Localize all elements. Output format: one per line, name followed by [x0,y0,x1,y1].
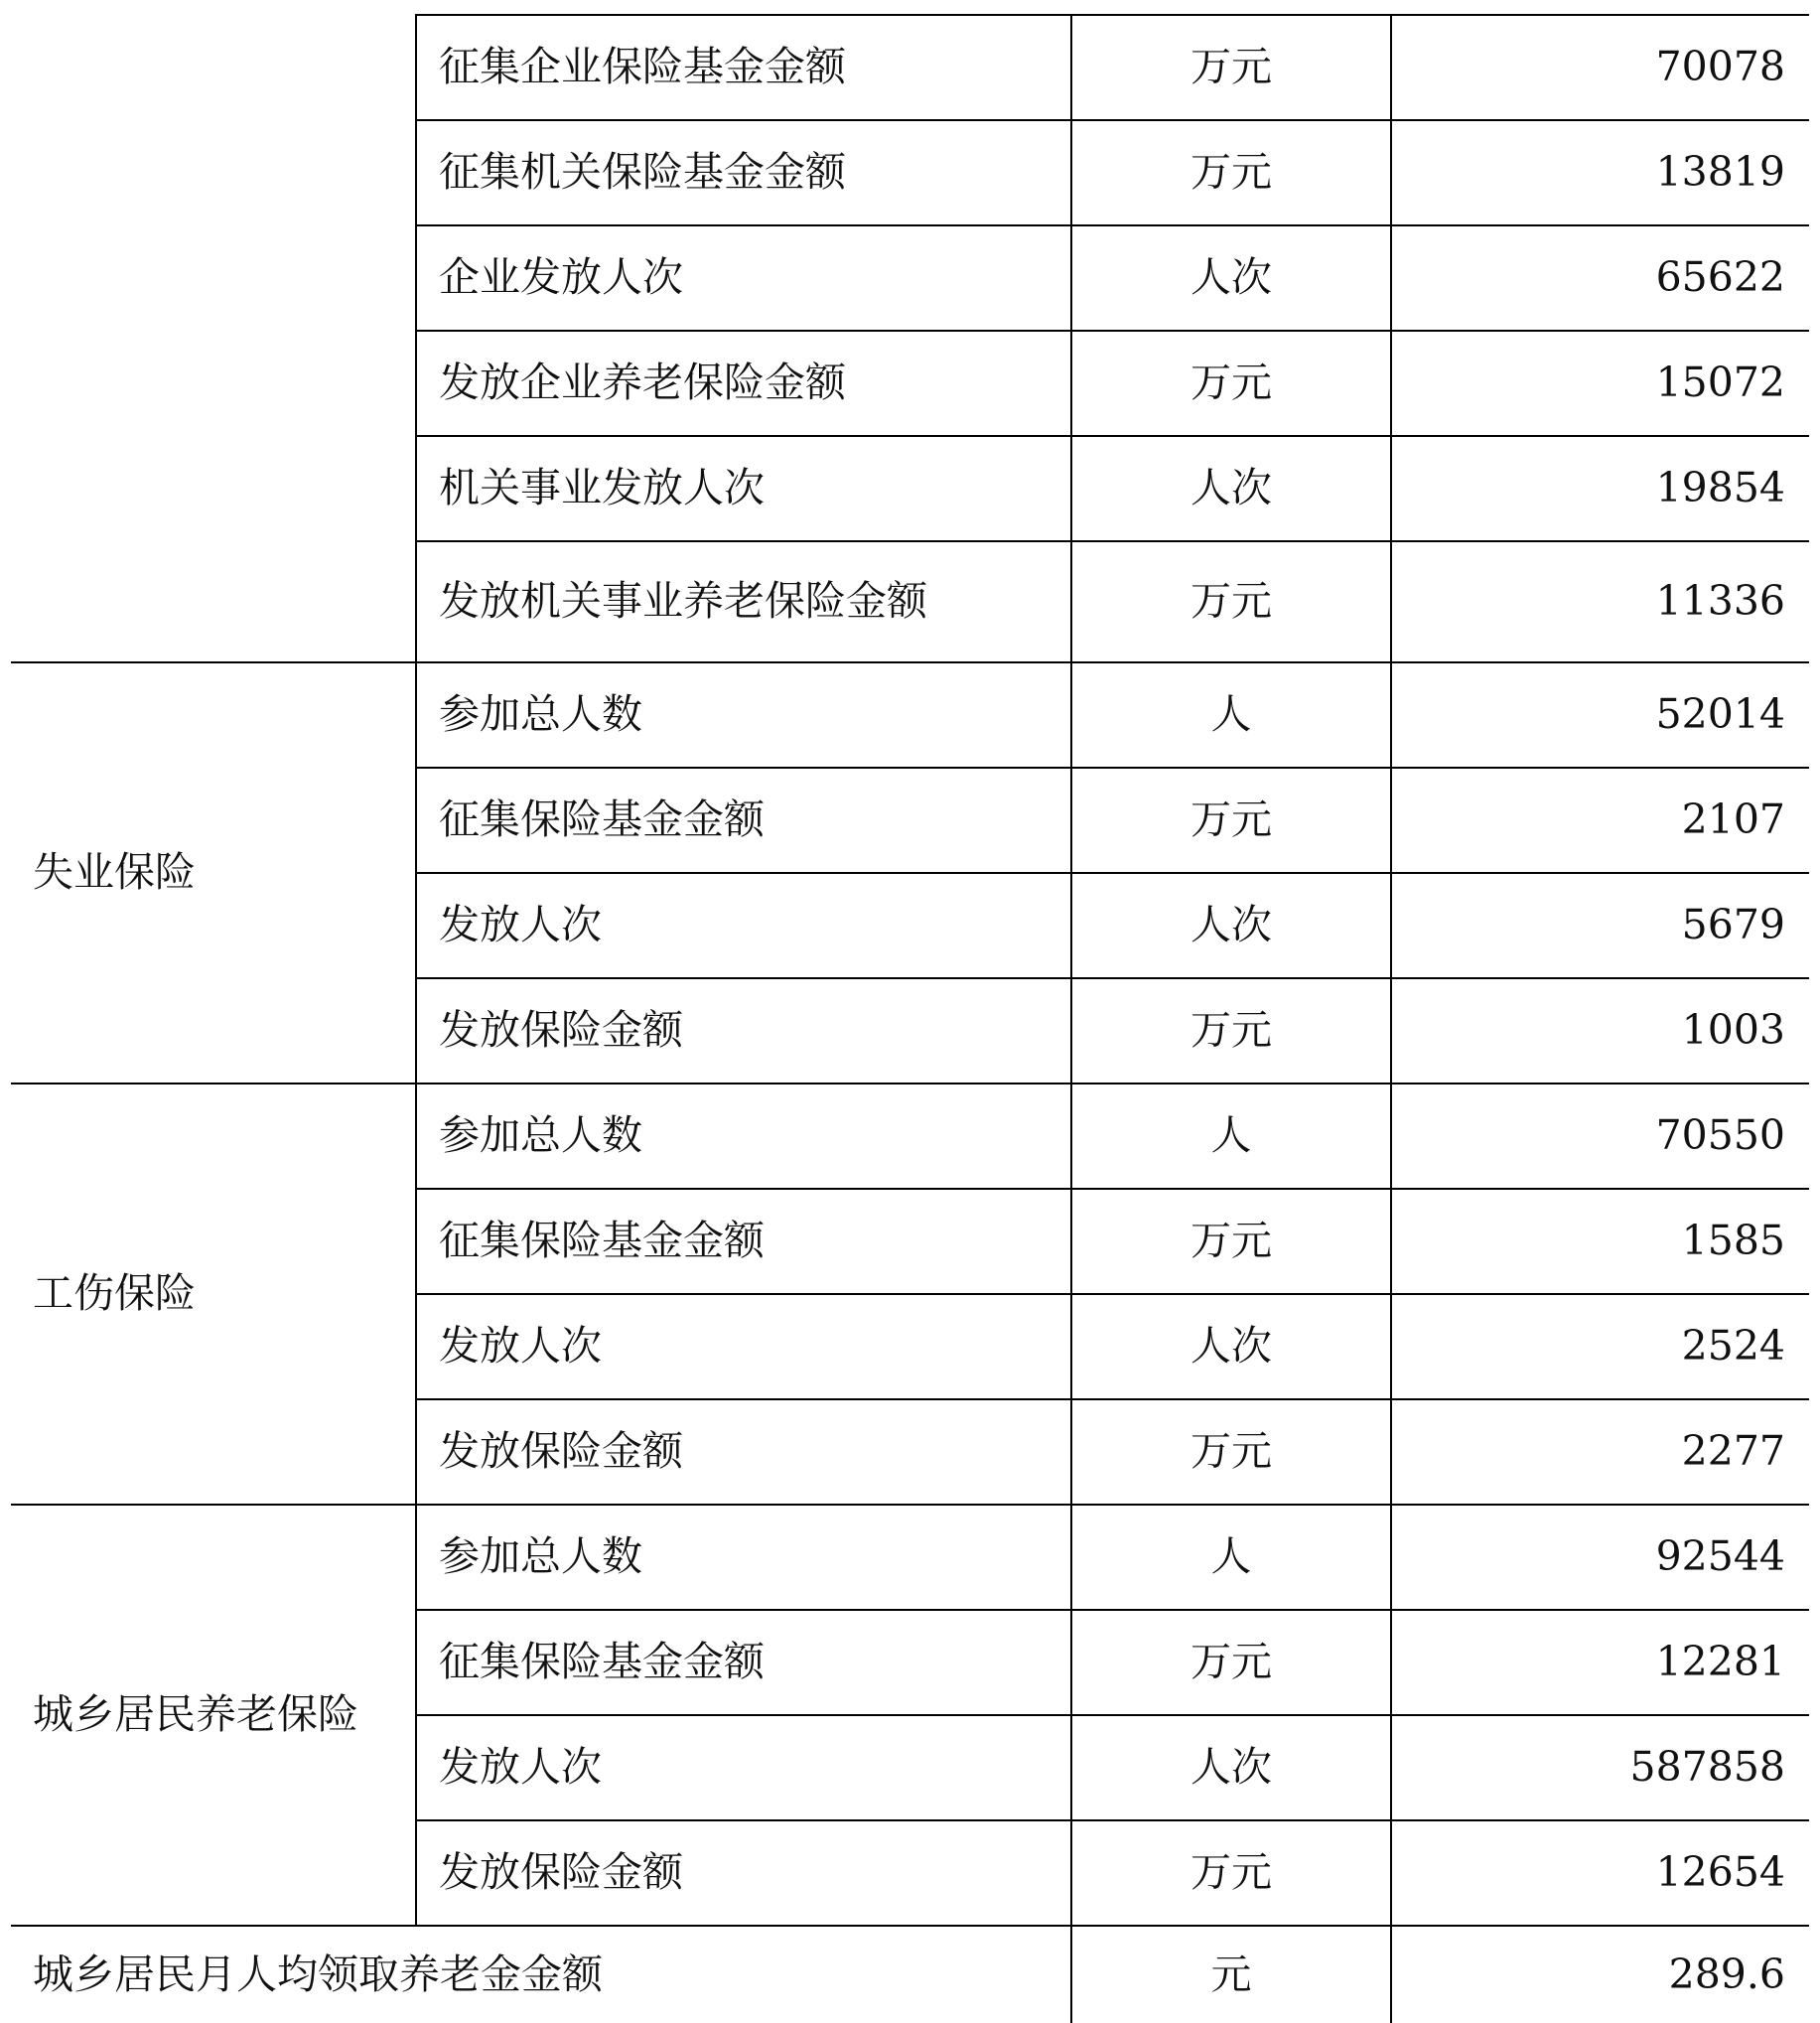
table-row [11,15,1809,120]
item-cell: 征集保险基金金额 [416,1189,1071,1294]
summary-label: 城乡居民月人均领取养老金金额 [11,1926,1071,2023]
item-cell: 发放机关事业养老保险金额 [416,541,1071,662]
item-cell: 参加总人数 [416,1084,1071,1189]
item-cell: 发放保险金额 [416,1820,1071,1926]
value-cell: 5679 [1391,873,1809,978]
summary-unit: 元 [1071,1926,1391,2023]
summary-value: 289.6 [1391,1926,1809,2023]
unit-cell: 人 [1071,1505,1391,1610]
unit-cell: 万元 [1071,1610,1391,1715]
category-cell [11,15,416,662]
value-cell: 12281 [1391,1610,1809,1715]
value-cell: 1585 [1391,1189,1809,1294]
item-cell: 参加总人数 [416,662,1071,768]
category-cell: 城乡居民养老保险 [11,1505,416,1926]
value-cell: 12654 [1391,1820,1809,1926]
unit-cell: 人 [1071,662,1391,768]
value-cell: 65622 [1391,225,1809,331]
unit-cell: 万元 [1071,541,1391,662]
value-cell: 70078 [1391,15,1809,120]
unit-cell: 万元 [1071,1820,1391,1926]
value-cell: 1003 [1391,978,1809,1084]
value-cell: 13819 [1391,120,1809,225]
category-cell: 工伤保险 [11,1084,416,1505]
statistics-table [11,14,1809,2023]
unit-cell: 人 [1071,1084,1391,1189]
unit-cell: 万元 [1071,768,1391,873]
value-cell: 19854 [1391,436,1809,541]
value-cell: 70550 [1391,1084,1809,1189]
unit-cell: 万元 [1071,331,1391,436]
category-cell: 失业保险 [11,662,416,1084]
unit-cell: 人次 [1071,1715,1391,1820]
unit-cell: 人次 [1071,436,1391,541]
item-cell: 征集保险基金金额 [416,1610,1071,1715]
item-cell: 征集机关保险基金金额 [416,120,1071,225]
unit-cell: 人次 [1071,225,1391,331]
item-cell: 发放保险金额 [416,978,1071,1084]
item-cell: 征集保险基金金额 [416,768,1071,873]
value-cell: 2524 [1391,1294,1809,1399]
unit-cell: 人次 [1071,873,1391,978]
table-row [11,1505,1809,1610]
item-cell: 发放人次 [416,1294,1071,1399]
item-cell: 企业发放人次 [416,225,1071,331]
table-row [11,1084,1809,1189]
item-cell: 参加总人数 [416,1505,1071,1610]
unit-cell: 万元 [1071,1189,1391,1294]
item-cell: 发放保险金额 [416,1399,1071,1505]
unit-cell: 万元 [1071,15,1391,120]
item-cell: 机关事业发放人次 [416,436,1071,541]
value-cell: 52014 [1391,662,1809,768]
item-cell: 发放企业养老保险金额 [416,331,1071,436]
value-cell: 92544 [1391,1505,1809,1610]
summary-row [11,1926,1809,2023]
unit-cell: 万元 [1071,1399,1391,1505]
item-cell: 发放人次 [416,873,1071,978]
unit-cell: 万元 [1071,120,1391,225]
unit-cell: 万元 [1071,978,1391,1084]
table-row [11,662,1809,768]
value-cell: 11336 [1391,541,1809,662]
item-cell: 发放人次 [416,1715,1071,1820]
unit-cell: 人次 [1071,1294,1391,1399]
value-cell: 15072 [1391,331,1809,436]
value-cell: 587858 [1391,1715,1809,1820]
value-cell: 2107 [1391,768,1809,873]
item-cell: 征集企业保险基金金额 [416,15,1071,120]
value-cell: 2277 [1391,1399,1809,1505]
